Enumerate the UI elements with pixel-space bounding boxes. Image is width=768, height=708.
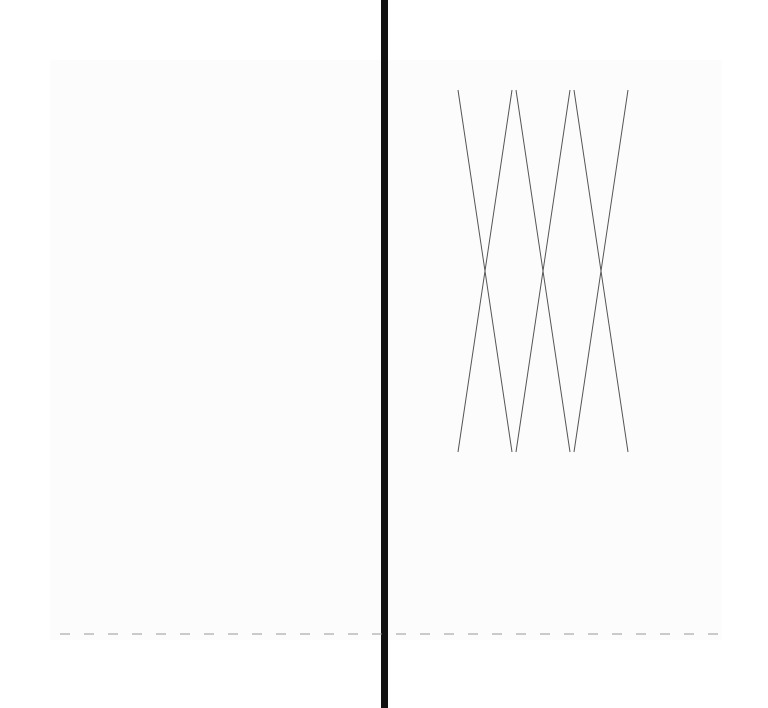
binding-gutter (381, 0, 388, 708)
